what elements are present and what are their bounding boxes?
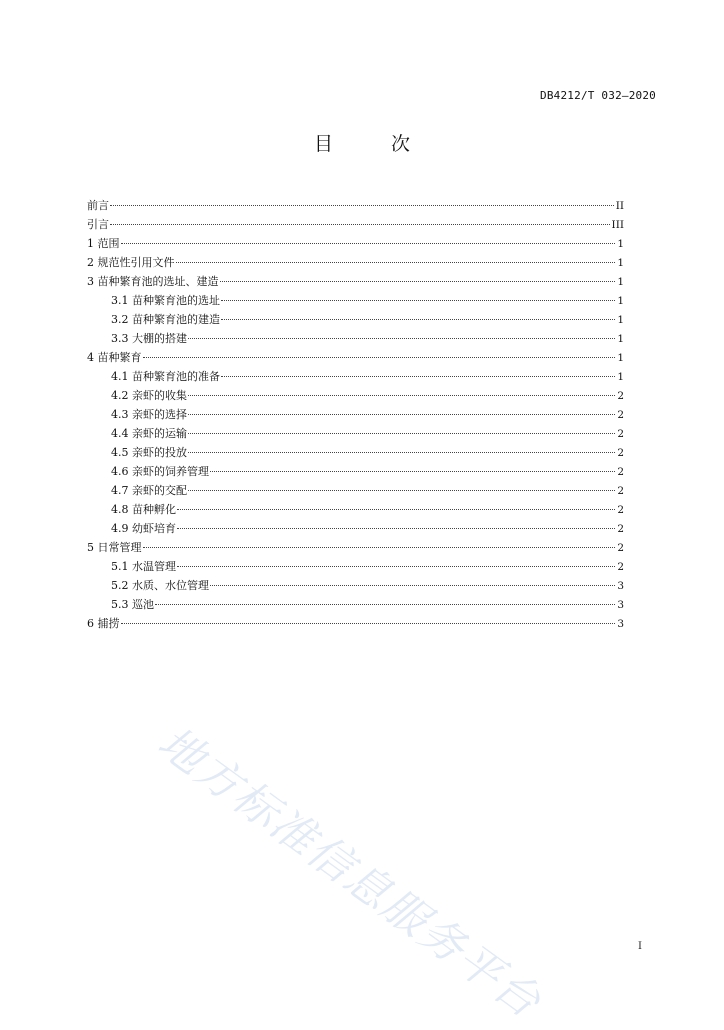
toc-entry-label: 1 范围 [87, 237, 120, 250]
toc-entry[interactable] [87, 291, 624, 310]
toc-entry-label: 4.5 亲虾的投放 [111, 446, 187, 459]
toc-entry-page: 1 [617, 352, 624, 364]
toc-entry-page: 3 [617, 618, 624, 630]
toc-entry[interactable] [87, 386, 624, 405]
watermark: 地方标准信息服务平台 [148, 716, 551, 1029]
table-of-contents [87, 196, 624, 633]
toc-entry[interactable] [87, 614, 624, 633]
toc-dot-leader [221, 300, 615, 301]
toc-entry-page: 2 [617, 485, 624, 497]
toc-entry-page: 1 [617, 314, 624, 326]
toc-entry-page: 3 [617, 580, 624, 592]
toc-entry-label: 5.3 巡池 [111, 598, 154, 611]
toc-entry-label: 4.3 亲虾的选择 [111, 408, 187, 421]
toc-entry-label: 3.1 苗种繁育池的选址 [111, 294, 220, 307]
toc-dot-leader [176, 262, 616, 263]
toc-entry-page: 1 [617, 276, 624, 288]
toc-dot-leader [220, 281, 616, 282]
toc-entry-page: 3 [617, 599, 624, 611]
toc-entry-page: 2 [617, 542, 624, 554]
toc-entry-label: 2 规范性引用文件 [87, 256, 175, 269]
page-number: I [638, 941, 642, 952]
toc-entry[interactable] [87, 424, 624, 443]
toc-entry[interactable] [87, 329, 624, 348]
toc-entry-page: 2 [617, 561, 624, 573]
toc-entry-label: 4.7 亲虾的交配 [111, 484, 187, 497]
toc-dot-leader [143, 547, 616, 548]
toc-entry[interactable] [87, 519, 624, 538]
toc-entry-label: 5.1 水温管理 [111, 560, 176, 573]
toc-dot-leader [177, 528, 615, 529]
toc-entry-label: 4.8 苗种孵化 [111, 503, 176, 516]
toc-entry-label: 6 捕捞 [87, 617, 120, 630]
toc-entry-label: 引言 [87, 218, 109, 231]
toc-entry-page: 1 [617, 333, 624, 345]
toc-dot-leader [188, 490, 615, 491]
toc-entry-label: 4.4 亲虾的运输 [111, 427, 187, 440]
toc-entry-page: III [611, 219, 624, 231]
toc-entry-page: II [615, 200, 624, 212]
toc-dot-leader [143, 357, 616, 358]
toc-entry[interactable] [87, 481, 624, 500]
toc-entry-label: 3.3 大棚的搭建 [111, 332, 187, 345]
toc-dot-leader [188, 433, 615, 434]
toc-dot-leader [210, 471, 615, 472]
toc-entry-page: 2 [617, 428, 624, 440]
toc-dot-leader [188, 395, 615, 396]
toc-entry-label: 4.9 幼虾培育 [111, 522, 176, 535]
toc-dot-leader [121, 243, 616, 244]
toc-entry-label: 4.6 亲虾的饲养管理 [111, 465, 209, 478]
toc-dot-leader [110, 224, 610, 225]
toc-entry-page: 1 [617, 295, 624, 307]
toc-entry[interactable] [87, 557, 624, 576]
toc-dot-leader [177, 566, 615, 567]
toc-entry-page: 2 [617, 523, 624, 535]
toc-entry[interactable] [87, 234, 624, 253]
toc-entry[interactable] [87, 196, 624, 215]
toc-dot-leader [110, 205, 614, 206]
toc-entry[interactable] [87, 215, 624, 234]
toc-entry-label: 4 苗种繁育 [87, 351, 142, 364]
toc-entry-page: 1 [617, 371, 624, 383]
toc-entry-page: 2 [617, 409, 624, 421]
toc-dot-leader [221, 376, 615, 377]
toc-entry-label: 5 日常管理 [87, 541, 142, 554]
toc-entry[interactable] [87, 576, 624, 595]
toc-entry[interactable] [87, 462, 624, 481]
toc-entry-page: 2 [617, 390, 624, 402]
toc-entry-label: 3 苗种繁育池的选址、建造 [87, 275, 219, 288]
toc-entry-label: 3.2 苗种繁育池的建造 [111, 313, 220, 326]
toc-entry[interactable] [87, 595, 624, 614]
page-title: 目 次 [313, 133, 437, 155]
toc-entry-page: 1 [617, 238, 624, 250]
toc-dot-leader [188, 414, 615, 415]
toc-entry-page: 2 [617, 466, 624, 478]
toc-dot-leader [221, 319, 615, 320]
toc-entry-page: 2 [617, 504, 624, 516]
toc-dot-leader [177, 509, 615, 510]
toc-entry[interactable] [87, 348, 624, 367]
toc-entry-label: 5.2 水质、水位管理 [111, 579, 209, 592]
toc-entry[interactable] [87, 500, 624, 519]
toc-entry[interactable] [87, 253, 624, 272]
toc-entry[interactable] [87, 405, 624, 424]
toc-dot-leader [121, 623, 616, 624]
toc-entry-page: 1 [617, 257, 624, 269]
toc-dot-leader [188, 338, 615, 339]
toc-entry-label: 4.1 苗种繁育池的准备 [111, 370, 220, 383]
toc-entry-label: 4.2 亲虾的收集 [111, 389, 187, 402]
toc-entry-page: 2 [617, 447, 624, 459]
toc-entry[interactable] [87, 538, 624, 557]
toc-entry[interactable] [87, 272, 624, 291]
document-code: DB4212/T 032—2020 [540, 89, 656, 102]
toc-dot-leader [155, 604, 615, 605]
toc-entry[interactable] [87, 310, 624, 329]
toc-entry[interactable] [87, 367, 624, 386]
toc-entry-label: 前言 [87, 199, 109, 212]
toc-dot-leader [188, 452, 615, 453]
toc-dot-leader [210, 585, 615, 586]
toc-entry[interactable] [87, 443, 624, 462]
